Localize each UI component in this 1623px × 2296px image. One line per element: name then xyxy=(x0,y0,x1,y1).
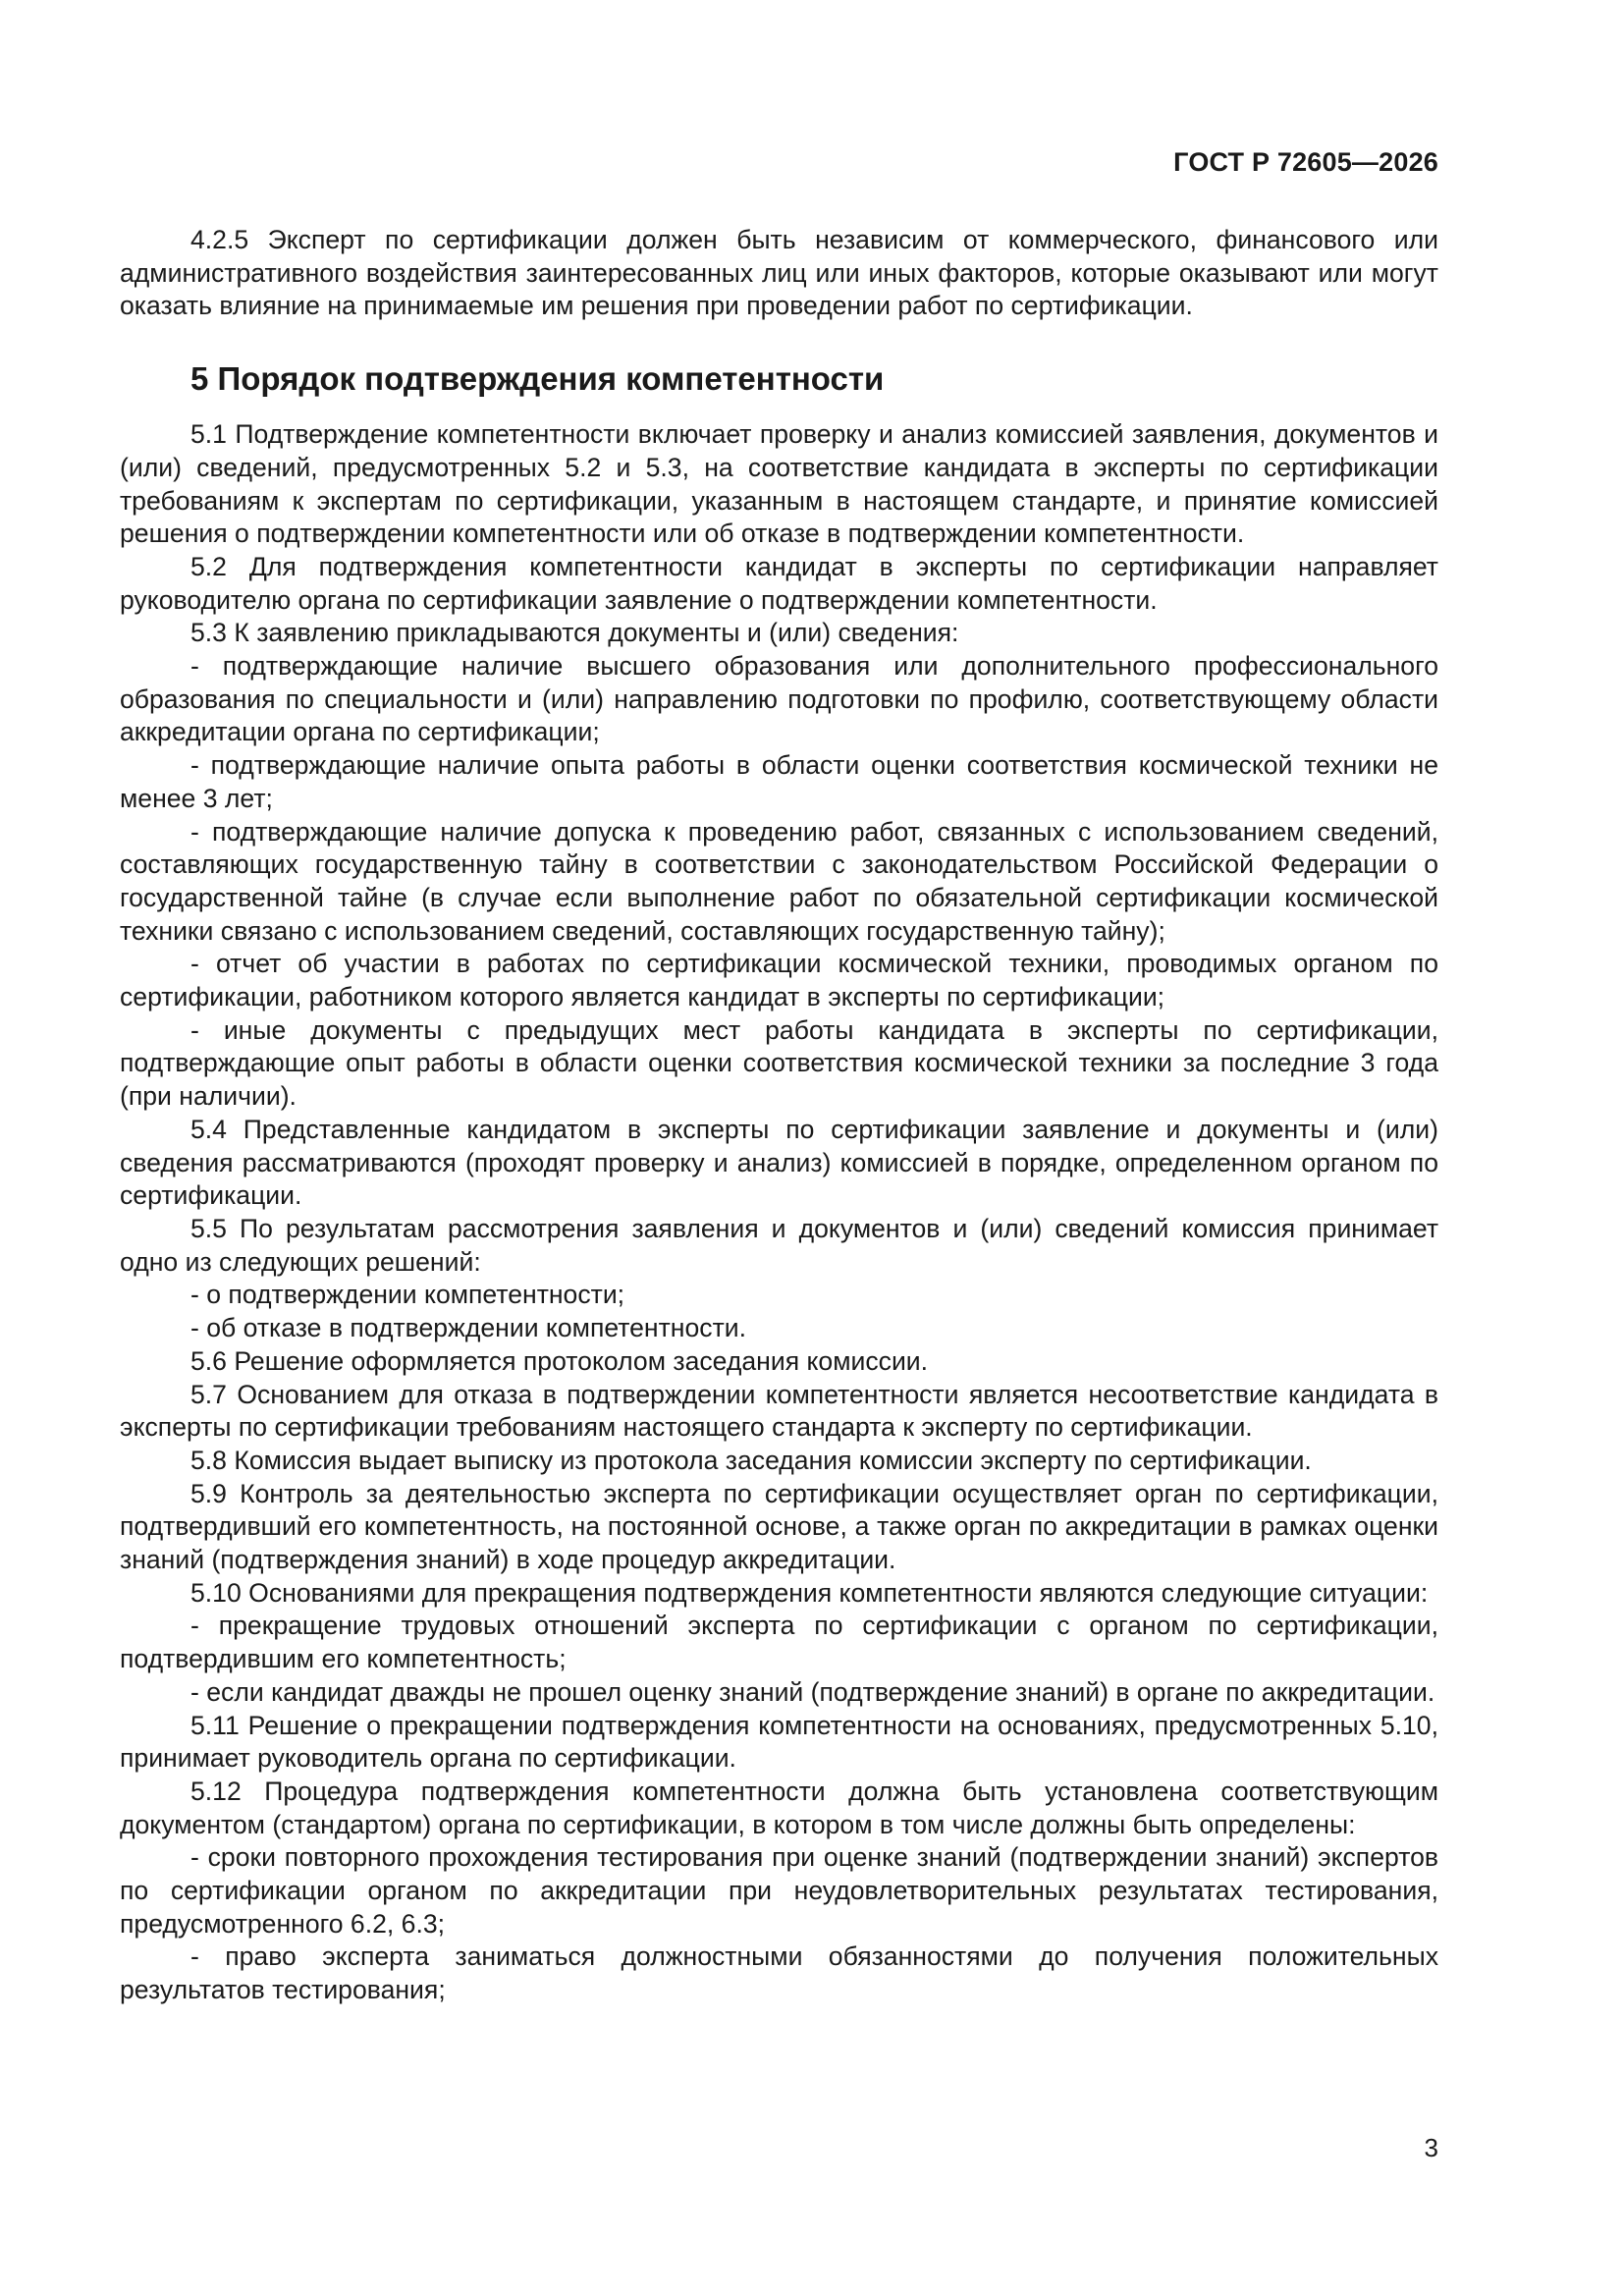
document-code-header: ГОСТ Р 72605—2026 xyxy=(1173,147,1438,177)
paragraph-5-3: 5.3 К заявлению прикладываются документы и (или) сведения: xyxy=(190,618,959,648)
paragraph-4-2-5: 4.2.5 Эксперт по сертификации должен быть независим от коммерческого, финансового или административного воздействия заинтересованных лиц или иных факторов, которые оказывают или могут оказать влияние на принимаемые им решения при проведении работ по сертификации. xyxy=(120,225,1438,321)
document-body xyxy=(120,224,1438,2007)
section-title: 5 Порядок подтверждения компетентности xyxy=(190,360,885,398)
list-item: - сроки повторного прохождения тестирования при оценке знаний (подтверждении знаний) экспертов по сертификации органом по аккредитации при неудовлетворительных результатах тестирования, предусмотренного 6.2, 6.3; xyxy=(120,1842,1438,1939)
list-item: - об отказе в подтверждении компетентности. xyxy=(190,1313,746,1343)
list-item: - если кандидат дважды не прошел оценку знаний (подтверждение знаний) в органе по аккредитации. xyxy=(190,1676,1435,1707)
paragraph-5-1: 5.1 Подтверждение компетентности включает проверку и анализ комиссией заявления, документов и (или) сведений, предусмотренных 5.2 и 5.3, на соответствие кандидата в эксперты по сертификации требованиям к экспертам по сертификации, указанным в настоящем стандарте, и принятие комиссией решения о подтверждении компетентности или об отказе в подтверждении компетентности. xyxy=(120,419,1438,549)
paragraph-5-8: 5.8 Комиссия выдает выписку из протокола заседания комиссии эксперту по сертификации. xyxy=(190,1445,1312,1475)
list-item: - о подтверждении компетентности; xyxy=(190,1280,625,1310)
list-item: - право эксперта заниматься должностными обязанностями до получения положительных результатов тестирования; xyxy=(120,1941,1438,2005)
list-item: - отчет об участии в работах по сертификации космической техники, проводимых органом по сертификации, работником которого является кандидат в эксперты по сертификации; xyxy=(120,949,1438,1012)
list-item: - подтверждающие наличие опыта работы в области оценки соответствия космической техники не менее 3 лет; xyxy=(120,750,1438,813)
paragraph-5-10: 5.10 Основаниями для прекращения подтверждения компетентности являются следующие ситуации: xyxy=(190,1577,1429,1608)
paragraph-5-6: 5.6 Решение оформляется протоколом заседания комиссии. xyxy=(190,1345,929,1376)
list-item: - подтверждающие наличие допуска к проведению работ, связанных с использованием сведений, составляющих государственную тайну в соответствии с законодательством Российской Федерации о государственной тайне (в случае если выполнение работ по обязательной сертификации космической техники связано с использованием сведений, составляющих государственную тайну); xyxy=(120,816,1438,946)
paragraph-5-12: 5.12 Процедура подтверждения компетентности должна быть установлена соответствующим документом (стандартом) органа по сертификации, в котором в том числе должны быть определены: xyxy=(120,1776,1438,1839)
paragraph-5-11: 5.11 Решение о прекращении подтверждения компетентности на основаниях, предусмотренных 5.10, принимает руководитель органа по сертификации. xyxy=(120,1710,1438,1774)
paragraph-5-2: 5.2 Для подтверждения компетентности кандидат в эксперты по сертификации направляет руководителю органа по сертификации заявление о подтверждении компетентности. xyxy=(120,551,1438,615)
list-item: - иные документы с предыдущих мест работы кандидата в эксперты по сертификации, подтверждающие опыт работы в области оценки соответствия космической техники за последние 3 года (при наличии). xyxy=(120,1014,1438,1112)
paragraph-5-7: 5.7 Основанием для отказа в подтверждении компетентности является несоответствие кандидата в эксперты по сертификации требованиям настоящего стандарта к эксперту по сертификации. xyxy=(120,1379,1438,1443)
paragraph-5-9: 5.9 Контроль за деятельностью эксперта по сертификации осуществляет орган по сертификации, подтвердивший его компетентность, на постоянной основе, а также орган по аккредитации в рамках оценки знаний (подтверждения знаний) в ходе процедур аккредитации. xyxy=(120,1478,1438,1575)
paragraph-5-4: 5.4 Представленные кандидатом в эксперты по сертификации заявление и документы и (или) сведения рассматриваются (проходят проверку и анализ) комиссией в порядке, определенном органом по сертификации. xyxy=(120,1114,1438,1211)
list-item: - прекращение трудовых отношений эксперта по сертификации с органом по сертификации, подтвердившим его компетентность; xyxy=(120,1611,1438,1674)
list-item: - подтверждающие наличие высшего образования или дополнительного профессионального образования по специальности и (или) направлению подготовки по профилю, соответствующему области аккредитации органа по сертификации; xyxy=(120,651,1438,747)
page-number: 3 xyxy=(1424,2133,1438,2162)
paragraph-5-5: 5.5 По результатам рассмотрения заявления и документов и (или) сведений комиссия принимает одно из следующих решений: xyxy=(120,1213,1438,1277)
